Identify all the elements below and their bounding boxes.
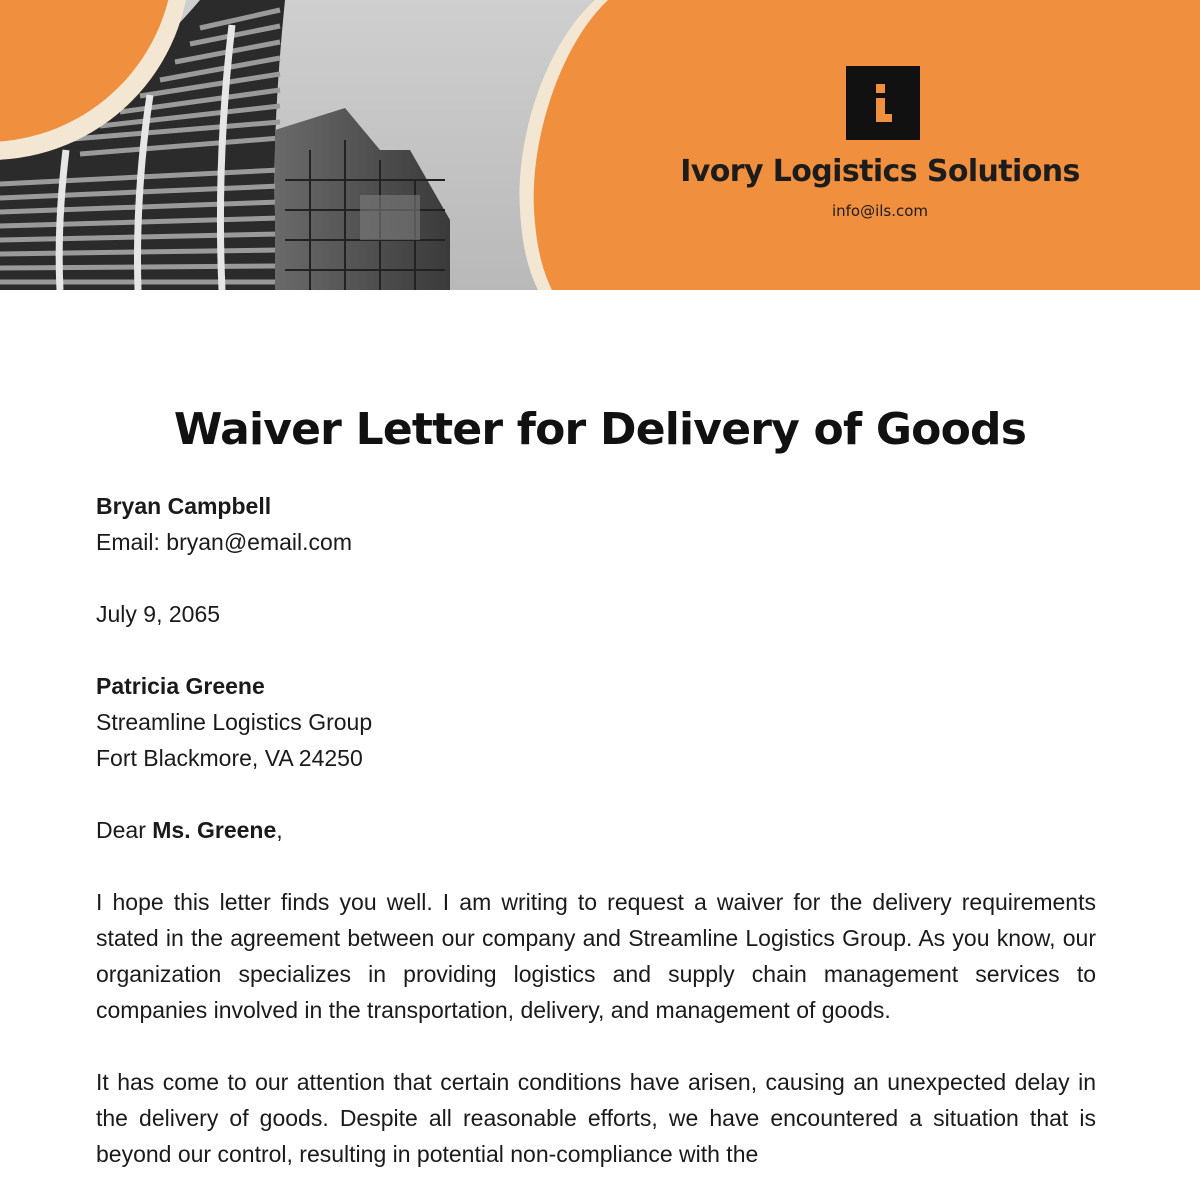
recipient-company: Streamline Logistics Group [96, 709, 373, 735]
letterhead-graphic [0, 0, 1200, 290]
letter-i-logo-icon [846, 66, 920, 140]
sender-email: Email: bryan@email.com [96, 529, 352, 555]
body-paragraph: I hope this letter finds you well. I am writing to request a waiver for the delivery requirements stated in the agreement between our company and Streamline Logistics Group. As you know, our organization specializes in providing logistics and supply chain management services to companies involved in the transportation, delivery, and management of goods. [96, 889, 1096, 1023]
recipient-address: Fort Blackmore, VA 24250 [96, 745, 363, 771]
letterhead [0, 0, 1200, 290]
salutation-prefix: Dear [96, 817, 153, 843]
recipient-name: Patricia Greene [96, 673, 265, 699]
company-email: info@ils.com [831, 202, 929, 220]
company-name: Ivory Logistics Solutions [680, 154, 1080, 189]
letter-date: July 9, 2065 [96, 601, 221, 627]
body-paragraph: It has come to our attention that certain conditions have arisen, causing an unexpected delay in the delivery of goods. Despite all reasonable efforts, we have encountered a situation that is beyond our control, resulting in potential non-compliance with the [96, 1069, 1096, 1167]
sender-name: Bryan Campbell [96, 493, 272, 519]
salutation-suffix: , [276, 817, 283, 843]
salutation [96, 812, 1096, 848]
letter-title: Waiver Letter for Delivery of Goods [173, 404, 1027, 455]
salutation-name: Ms. Greene [152, 817, 277, 843]
letter-body [96, 488, 1096, 1200]
